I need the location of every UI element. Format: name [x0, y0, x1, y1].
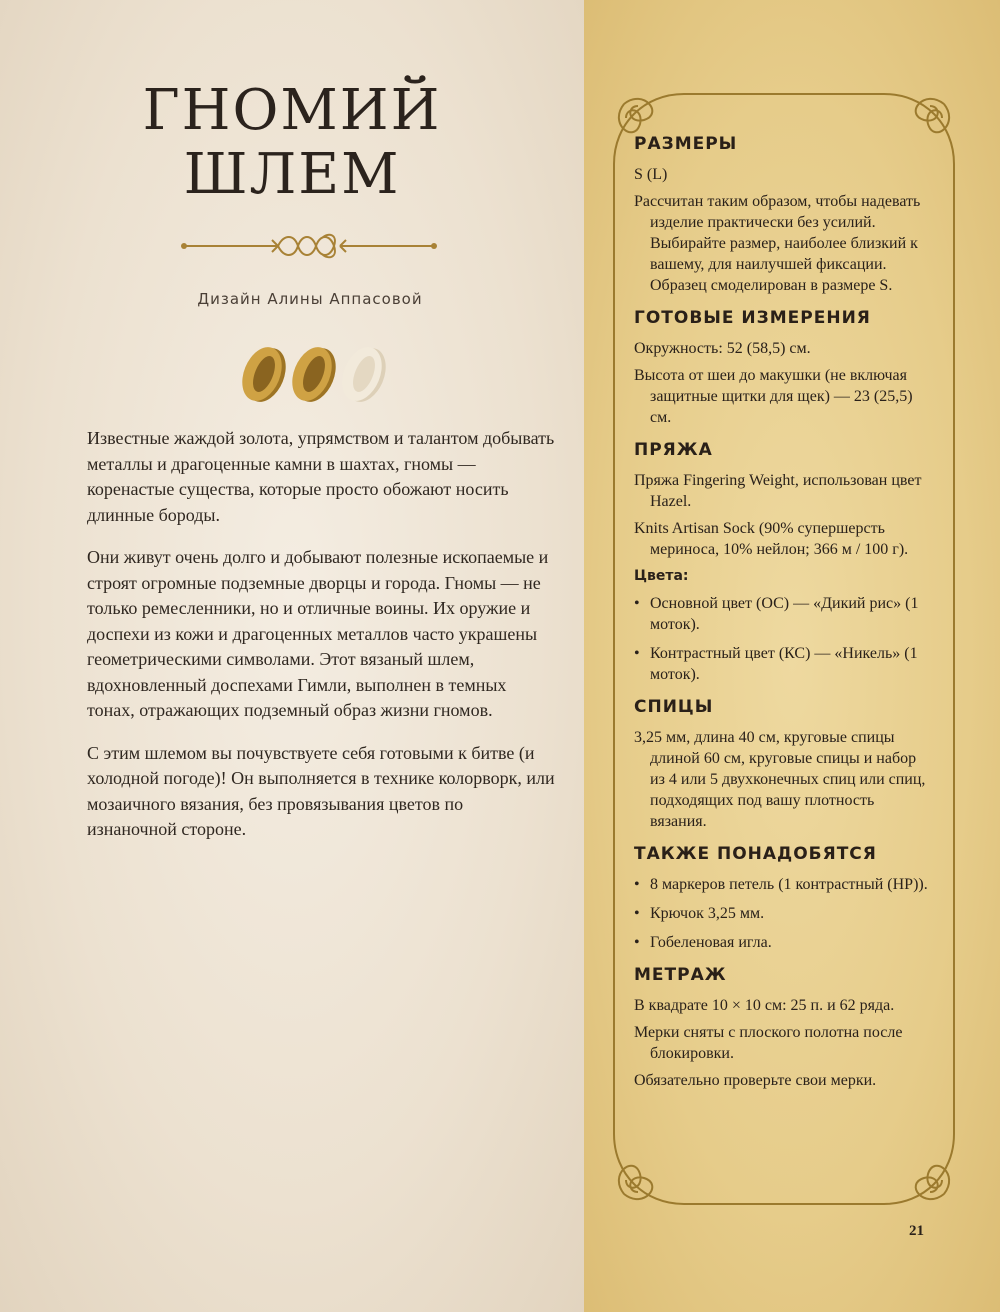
ring-icon-filled — [240, 342, 293, 406]
gauge-blocking: Мерки сняты с плоского полотна после блокировки. — [634, 1024, 903, 1062]
gauge-heading: МЕТРАЖ — [634, 965, 727, 985]
gauge-square: В квадрате 10 × 10 см: 25 п. и 62 ряда. — [634, 997, 895, 1014]
sizes-note: Рассчитан таким образом, чтобы надевать изделие практически без усилий. Выбирайте размер, наиболее близкий к вашему, для наилучшей фиксации. Образец смоделирован в размере S. — [634, 193, 921, 294]
notions-list — [634, 874, 934, 953]
notions-heading: ТАКЖЕ ПОНАДОБЯТСЯ — [634, 844, 877, 864]
intro-paragraph: Они живут очень долго и добывают полезные ископаемые и строят огромные подземные дворцы и города. Гномы — не только ремесленники, но и отличные воины. Их оружие и доспехи из кожи и драгоценных металлов часто украшены геометрическими символами. Этот вязаный шлем, вдохновленный доспехами Гимли, выполнен в темных тонах, отражающих подземный образ жизни гномов. — [87, 547, 549, 720]
list-item: • Крючок 3,25 мм. — [634, 903, 934, 924]
difficulty-rings — [240, 342, 390, 406]
measurements-heading: ГОТОВЫЕ ИЗМЕРЕНИЯ — [634, 308, 871, 328]
list-item: • 8 маркеров петель (1 контрастный (НР)). — [634, 874, 934, 895]
gauge-section — [634, 963, 934, 1091]
designer-credit: Дизайн Алины Аппасовой — [197, 290, 423, 308]
sizes-section — [634, 132, 934, 296]
needles-text: 3,25 мм, длина 40 см, круговые спицы длиной 60 см, круговые спицы и набор из 4 или 5 двухконечных спиц или спиц, подходящих под вашу плотность вязания. — [634, 729, 926, 830]
yarn-section — [634, 438, 934, 685]
intro-paragraph: С этим шлемом вы почувствуете себя готовыми к битве (и холодной погоде)! Он выполняется в технике колорворк, или мозаичного вязания, без провязывания цветов по изнаночной стороне. — [87, 742, 555, 839]
list-item: • Гобеленовая игла. — [634, 932, 934, 953]
measurements-section — [634, 306, 934, 428]
measurements-circumference: Окружность: 52 (58,5) см. — [634, 340, 811, 357]
yarn-heading: ПРЯЖА — [634, 440, 713, 460]
needles-heading: СПИЦЫ — [634, 697, 714, 717]
notions-section — [634, 842, 934, 953]
specs-column — [634, 132, 934, 1101]
needles-section — [634, 695, 934, 832]
yarn-product: Knits Artisan Sock (90% супершерсть мериноса, 10% нейлон; 366 м / 100 г). — [634, 520, 909, 558]
yarn-weight: Пряжа Fingering Weight, использован цвет Hazel. — [634, 472, 922, 510]
yarn-color-list — [634, 593, 934, 685]
list-item: • Контрастный цвет (КС) — «Никель» (1 моток). — [634, 643, 934, 685]
gauge-check: Обязательно проверьте свои мерки. — [634, 1072, 877, 1089]
intro-paragraph: Известные жаждой золота, упрямством и талантом добывать металлы и драгоценные камни в шахтах, гномы — коренастые существа, которые просто обожают носить длинные бороды. — [87, 428, 555, 525]
ornamental-divider — [178, 226, 440, 266]
intro-text — [87, 426, 557, 860]
ring-icon-empty — [335, 342, 390, 406]
page-title-line-2: ШЛЕМ — [183, 142, 401, 207]
page-title-line-1: ГНОМИЙ — [142, 78, 442, 143]
ring-icon-filled — [285, 342, 343, 406]
yarn-colors-label: Цвета: — [634, 568, 689, 584]
page-number: 21 — [909, 1223, 924, 1239]
list-item: • Основной цвет (ОС) — «Дикий рис» (1 моток). — [634, 593, 934, 635]
measurements-height: Высота от шеи до макушки (не включая защитные щитки для щек) — 23 (25,5) см. — [634, 367, 913, 426]
sizes-heading: РАЗМЕРЫ — [634, 134, 738, 154]
sizes-value: S (L) — [634, 166, 668, 183]
